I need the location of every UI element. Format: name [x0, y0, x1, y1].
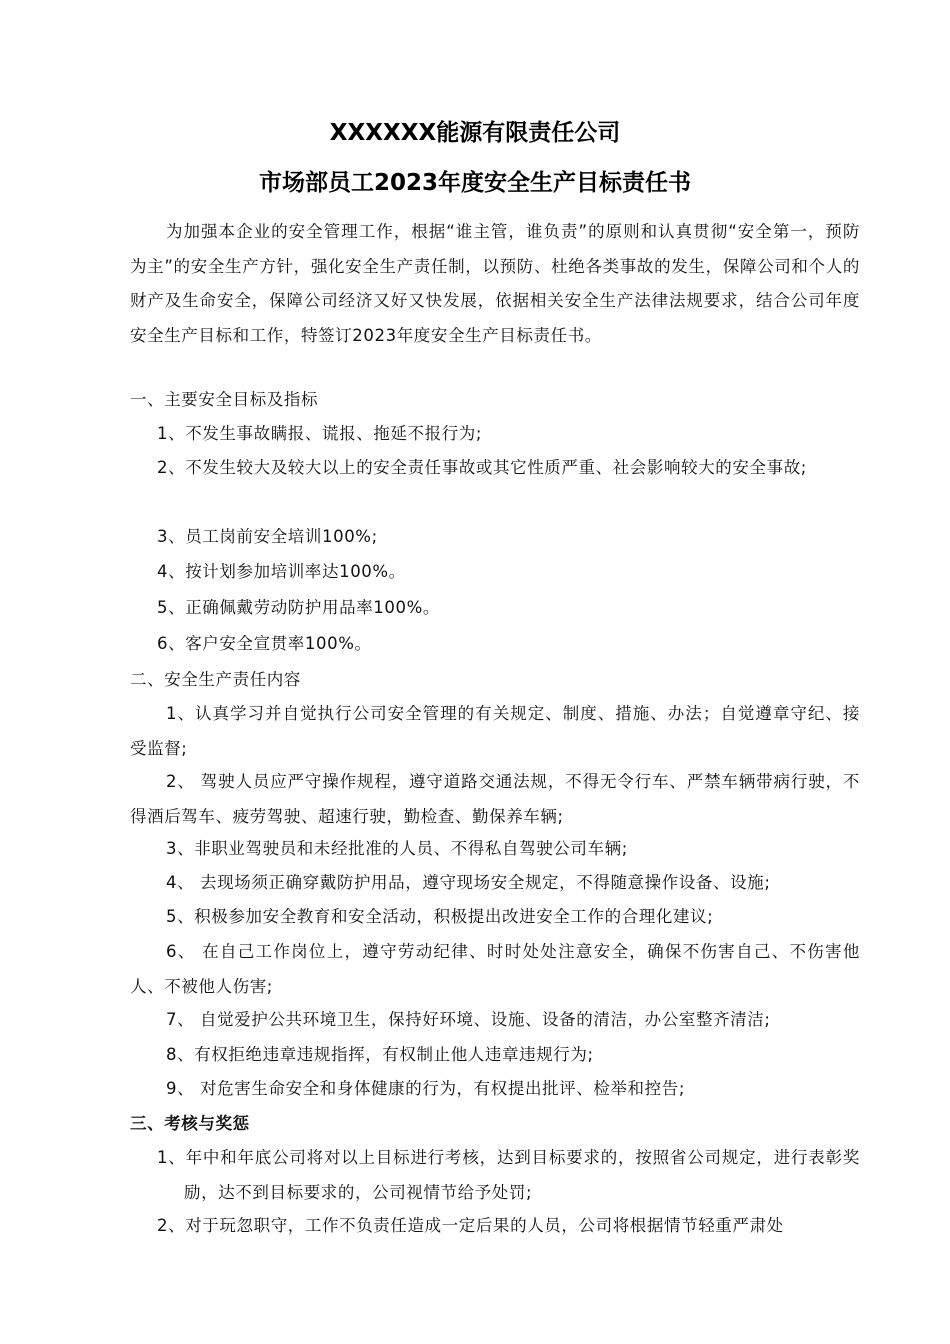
section2-item-4: 4、 去现场须正确穿戴防护用品，遵守现场安全规定，不得随意操作设备、设施; [166, 873, 771, 892]
section1-item-5: 5、正确佩戴劳动防护用品率100%。 [157, 598, 440, 617]
section2-heading: 二、安全生产责任内容 [130, 670, 301, 689]
section1-item-3: 3、员工岗前安全培训100%; [157, 527, 378, 546]
document-title: 市场部员工2023年度安全生产目标责任书 [258, 170, 691, 196]
section1-item-6: 6、客户安全宣贯率100%。 [157, 634, 372, 653]
section2-item-7: 7、 自觉爱护公共环境卫生，保持好环境、设施、设备的清洁，办公室整齐清洁; [166, 1010, 771, 1029]
section2-item-5: 5、积极参加安全教育和安全活动，积极提出改进安全工作的合理化建议; [166, 907, 714, 926]
section1-item-1: 1、不发生事故瞒报、谎报、拖延不报行为; [157, 424, 483, 443]
section3-heading: 三、考核与奖惩 [130, 1114, 250, 1133]
section1-heading: 一、主要安全目标及指标 [130, 390, 319, 409]
section2-item-3: 3、非职业驾驶员和未经批准的人员、不得私自驾驶公司车辆; [166, 839, 628, 858]
company-title: XXXXXX能源有限责任公司 [329, 120, 621, 146]
section2-item-8: 8、有权拒绝违章违规指挥，有权制止他人违章违规行为; [166, 1045, 594, 1064]
section2-item-9: 9、 对危害生命安全和身体健康的行为，有权提出批评、检举和控告; [166, 1079, 686, 1098]
section1-item-2: 2、不发生较大及较大以上的安全责任事故或其它性质严重、社会影响较大的安全事故; [157, 458, 807, 477]
intro-paragraph: 为加强本企业的安全管理工作，根据“谁主管，谁负责”的原则和认真贯彻“安全第一，预防为主”的安全生产方针，强化安全生产责任制，以预防、杜绝各类事故的发生，保障公司和个人的财产及生命安全，保障公司经济又好又快发展，依据相关安全生产法律法规要求，结合公司年度安全生产目标和工作，特签订2023年度安全生产目标责任书。 [130, 222, 860, 345]
section3-item-1: 1、年中和年底公司将对以上目标进行考核，达到目标要求的，按照省公司规定，进行表彰奖励，达不到目标要求的，公司视情节给予处罚; [157, 1148, 860, 1202]
section2-item-2: 2、 驾驶人员应严守操作规程，遵守道路交通法规，不得无令行车、严禁车辆带病行驶，不得酒后驾车、疲劳驾驶、超速行驶，勤检查、勤保养车辆; [130, 772, 860, 826]
section1-item-4: 4、按计划参加培训率达100%。 [157, 562, 406, 581]
section2-item-1: 1、认真学习并自觉执行公司安全管理的有关规定、制度、措施、办法；自觉遵章守纪、接受监督; [130, 704, 860, 758]
section2-item-6: 6、 在自己工作岗位上，遵守劳动纪律、时时处处注意安全，确保不伤害自己、不伤害他人、不被他人伤害; [130, 942, 860, 996]
section3-item-2: 2、对于玩忽职守，工作不负责任造成一定后果的人员，公司将根据情节轻重严肃处 [157, 1216, 784, 1235]
